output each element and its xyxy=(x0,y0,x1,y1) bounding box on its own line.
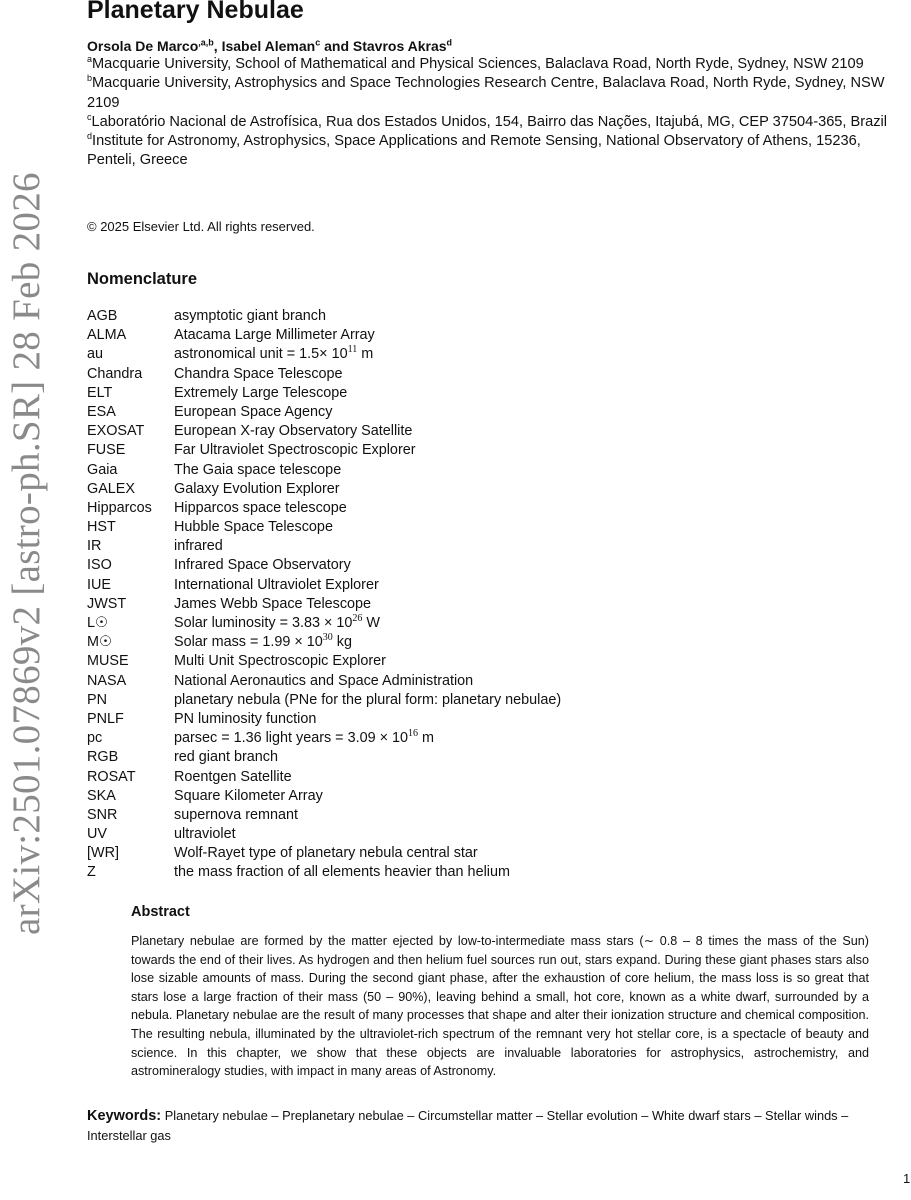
keywords xyxy=(87,1106,909,1145)
definition-text: Square Kilometer Array xyxy=(174,787,323,804)
nomenclature-definition xyxy=(174,365,343,384)
definition-text: Roentgen Satellite xyxy=(174,768,292,785)
page-number: 1 xyxy=(903,1171,911,1186)
nomenclature-row xyxy=(87,365,561,384)
affiliation-text: Laboratório Nacional de Astrofísica, Rua dos Estados Unidos, 154, Bairro das Nações, Itajubá, MG, CEP 37504-365, Brazil xyxy=(91,113,888,130)
definition-text: National Aeronautics and Space Administration xyxy=(174,672,474,689)
nomenclature-abbr: FUSE xyxy=(87,442,126,459)
nomenclature-row xyxy=(87,537,561,556)
nomenclature-abbr: MUSE xyxy=(87,653,129,670)
definition-text: Atacama Large Millimeter Array xyxy=(174,327,375,344)
copyright-notice: © 2025 Elsevier Ltd. All rights reserved. xyxy=(87,219,315,234)
definition-text: International Ultraviolet Explorer xyxy=(174,576,379,593)
nomenclature-row xyxy=(87,729,561,748)
definition-text: the mass fraction of all elements heavier than helium xyxy=(174,864,510,881)
author-separator: and xyxy=(320,38,353,54)
nomenclature-definition xyxy=(174,806,298,825)
nomenclature-abbr: IUE xyxy=(87,576,111,593)
abstract-heading: Abstract xyxy=(131,904,190,920)
nomenclature-definition xyxy=(174,307,326,326)
nomenclature-definition xyxy=(174,787,323,806)
nomenclature-abbr: ALMA xyxy=(87,327,127,344)
nomenclature-definition xyxy=(174,844,478,863)
nomenclature-abbr: au xyxy=(87,346,104,363)
nomenclature-abbr: ROSAT xyxy=(87,768,136,785)
nomenclature-definition xyxy=(174,441,416,460)
author-affil-mark: c xyxy=(315,37,321,48)
nomenclature-row xyxy=(87,556,561,575)
nomenclature-row xyxy=(87,825,561,844)
author-affil-mark: ,a,b xyxy=(198,37,214,48)
nomenclature-abbr: AGB xyxy=(87,308,118,324)
nomenclature-abbr: M☉ xyxy=(87,634,112,651)
definition-text: red giant branch xyxy=(174,749,279,766)
nomenclature-row xyxy=(87,748,561,767)
nomenclature-definition xyxy=(174,863,510,882)
nomenclature-row xyxy=(87,345,561,364)
definition-exponent: 26 xyxy=(352,613,363,625)
nomenclature-definition xyxy=(174,691,561,710)
nomenclature-row xyxy=(87,441,561,460)
nomenclature-row xyxy=(87,422,561,441)
nomenclature-abbr: GALEX xyxy=(87,480,135,497)
nomenclature-definition xyxy=(174,480,340,499)
affiliation xyxy=(87,132,911,171)
nomenclature-definition xyxy=(174,768,292,787)
definition-exponent: 11 xyxy=(347,344,358,356)
affiliation-mark: c xyxy=(87,112,92,123)
nomenclature-definition xyxy=(174,729,434,748)
definition-text: European Space Agency xyxy=(174,403,333,420)
nomenclature-definition xyxy=(174,595,371,614)
nomenclature-definition xyxy=(174,403,332,422)
nomenclature-abbr: IR xyxy=(87,538,102,555)
nomenclature-row xyxy=(87,326,561,345)
nomenclature-definition xyxy=(174,710,316,729)
definition-text: European X-ray Observatory Satellite xyxy=(174,423,413,440)
affiliation-mark: a xyxy=(87,54,93,65)
nomenclature-row xyxy=(87,844,561,863)
nomenclature-abbr: HST xyxy=(87,519,116,536)
nomenclature-abbr: ESA xyxy=(87,403,116,420)
definition-text: Extremely Large Telescope xyxy=(174,384,348,401)
nomenclature-abbr: L☉ xyxy=(87,615,108,631)
nomenclature-row xyxy=(87,595,561,614)
nomenclature-abbr: Z xyxy=(87,864,96,881)
definition-text: Infrared Space Observatory xyxy=(174,557,351,574)
author-name: Isabel Aleman xyxy=(221,38,316,54)
definition-text: The Gaia space telescope xyxy=(174,461,342,478)
definition-text: Solar mass = 1.99 × 10 xyxy=(174,634,323,651)
affiliation xyxy=(87,113,911,132)
author-name: Orsola De Marco xyxy=(87,38,199,54)
definition-unit: m xyxy=(418,730,435,747)
definition-text: Galaxy Evolution Explorer xyxy=(174,480,340,497)
nomenclature-row xyxy=(87,768,561,787)
definition-exponent: 30 xyxy=(322,632,333,644)
nomenclature-definition xyxy=(174,422,412,441)
nomenclature-row xyxy=(87,672,561,691)
definition-text: PN luminosity function xyxy=(174,710,317,727)
nomenclature-abbr: Gaia xyxy=(87,461,118,478)
nomenclature-abbr: Hipparcos xyxy=(87,499,152,516)
nomenclature-definition xyxy=(174,518,333,537)
definition-text: Chandra Space Telescope xyxy=(174,365,343,382)
definition-text: infrared xyxy=(174,538,223,555)
nomenclature-row xyxy=(87,461,561,480)
definition-unit: m xyxy=(357,346,374,363)
definition-text: Far Ultraviolet Spectroscopic Explorer xyxy=(174,442,416,459)
author-name: Stavros Akras xyxy=(352,38,447,54)
author-separator: , xyxy=(213,38,222,54)
arxiv-stamp: arXiv:2501.07869v2 [astro-ph.SR] 28 Feb 2026 xyxy=(5,172,48,935)
nomenclature-definition xyxy=(174,652,386,671)
definition-text: Hipparcos space telescope xyxy=(174,499,347,516)
author-affil-mark: d xyxy=(446,37,453,48)
definition-unit: W xyxy=(362,615,380,631)
nomenclature-definition xyxy=(174,326,375,345)
nomenclature-row xyxy=(87,403,561,422)
nomenclature-row xyxy=(87,691,561,710)
nomenclature-definition xyxy=(174,345,373,364)
abstract-text: Planetary nebulae are formed by the matter ejected by low-to-intermediate mass stars (∼ 0.8 – 8 times the mass of the Sun) towards the end of their lives. As hydrogen and then helium fuel sources run out, stars expand. During these giant phases stars also lose sizable amounts of mass. During the second giant phase, after the exhaustion of core helium, the mass loss is so great that stars lose a large fraction of their mass (50 – 90%), leaving behind a small, hot core, known as a white dwarf, surrounded by a nebula. Planetary nebulae are the result of many processes that shape and alter their ionization structure and chemical composition. The resulting nebula, illuminated by the ultraviolet-rich spectrum of the remnant very hot stellar core, is a spectacle of beauty and science. In this chapter, we show that these objects are invaluable laboratories for astrophysics, astrochemistry, and astromineralogy studies, with impact in many areas of Astronomy. xyxy=(131,934,869,1079)
definition-text: asymptotic giant branch xyxy=(174,308,326,324)
affiliation-mark: b xyxy=(87,73,93,84)
affiliation-text: Macquarie University, Astrophysics and Space Technologies Research Centre, Balaclava Road, North Ryde, Sydney, NSW 2109 xyxy=(87,75,885,111)
nomenclature-definition xyxy=(174,825,236,844)
definition-text: astronomical unit = 1.5× 10 xyxy=(174,346,348,363)
nomenclature-definition xyxy=(174,499,347,518)
affiliation-text: Macquarie University, School of Mathematical and Physical Sciences, Balaclava Road, North Ryde, Sydney, NSW 2109 xyxy=(92,56,864,72)
nomenclature-abbr: Chandra xyxy=(87,365,143,382)
nomenclature-definition xyxy=(174,576,379,595)
definition-text: Hubble Space Telescope xyxy=(174,519,333,536)
definition-text: Wolf-Rayet type of planetary nebula central star xyxy=(174,845,478,862)
author-list xyxy=(87,38,452,54)
nomenclature-row xyxy=(87,307,561,326)
definition-exponent: 16 xyxy=(408,728,419,740)
definition-text: parsec = 1.36 light years = 3.09 × 10 xyxy=(174,730,409,747)
definition-text: Solar luminosity = 3.83 × 10 xyxy=(174,615,353,631)
nomenclature-definition xyxy=(174,614,380,633)
definition-text: planetary nebula (PNe for the plural form: planetary nebulae) xyxy=(174,691,562,708)
nomenclature-row xyxy=(87,633,561,652)
paper-title: Planetary Nebulae xyxy=(87,0,304,24)
nomenclature-row xyxy=(87,787,561,806)
definition-text: Multi Unit Spectroscopic Explorer xyxy=(174,653,386,670)
nomenclature-row xyxy=(87,499,561,518)
keywords-text: Planetary nebulae – Preplanetary nebulae – Circumstellar matter – Stellar evolution – White dwarf stars – Stellar winds – Interstellar gas xyxy=(87,1108,849,1143)
nomenclature-list xyxy=(87,307,561,883)
nomenclature-row xyxy=(87,710,561,729)
nomenclature-row xyxy=(87,614,561,633)
nomenclature-row xyxy=(87,652,561,671)
keywords-label: Keywords: xyxy=(87,1108,162,1124)
nomenclature-abbr: PNLF xyxy=(87,710,124,727)
nomenclature-abbr: pc xyxy=(87,730,103,747)
nomenclature-abbr: RGB xyxy=(87,749,119,766)
definition-text: supernova remnant xyxy=(174,806,298,823)
nomenclature-abbr: ISO xyxy=(87,557,112,574)
nomenclature-abbr: [WR] xyxy=(87,845,119,862)
nomenclature-abbr: EXOSAT xyxy=(87,423,145,440)
affiliation xyxy=(87,55,911,74)
nomenclature-definition xyxy=(174,384,347,403)
nomenclature-definition xyxy=(174,461,341,480)
nomenclature-row xyxy=(87,384,561,403)
nomenclature-abbr: JWST xyxy=(87,595,127,612)
nomenclature-definition xyxy=(174,748,278,767)
nomenclature-row xyxy=(87,480,561,499)
nomenclature-definition xyxy=(174,672,473,691)
nomenclature-definition xyxy=(174,537,223,556)
nomenclature-definition xyxy=(174,633,352,652)
nomenclature-abbr: SNR xyxy=(87,806,118,823)
definition-text: James Webb Space Telescope xyxy=(174,595,372,612)
nomenclature-row xyxy=(87,518,561,537)
nomenclature-abbr: SKA xyxy=(87,787,116,804)
nomenclature-abbr: UV xyxy=(87,826,107,843)
affiliation-mark: d xyxy=(87,131,93,142)
nomenclature-heading: Nomenclature xyxy=(87,270,198,288)
affiliation-list xyxy=(87,55,911,171)
nomenclature-row xyxy=(87,806,561,825)
affiliation xyxy=(87,74,911,113)
nomenclature-definition xyxy=(174,556,351,575)
definition-text: ultraviolet xyxy=(174,826,236,843)
nomenclature-row xyxy=(87,863,561,882)
nomenclature-abbr: NASA xyxy=(87,672,127,689)
nomenclature-abbr: PN xyxy=(87,691,107,708)
nomenclature-row xyxy=(87,576,561,595)
nomenclature-abbr: ELT xyxy=(87,384,113,401)
affiliation-text: Institute for Astronomy, Astrophysics, Space Applications and Remote Sensing, National Observatory of Athens, 15236, Penteli, Greece xyxy=(87,133,861,169)
definition-unit: kg xyxy=(332,634,352,651)
